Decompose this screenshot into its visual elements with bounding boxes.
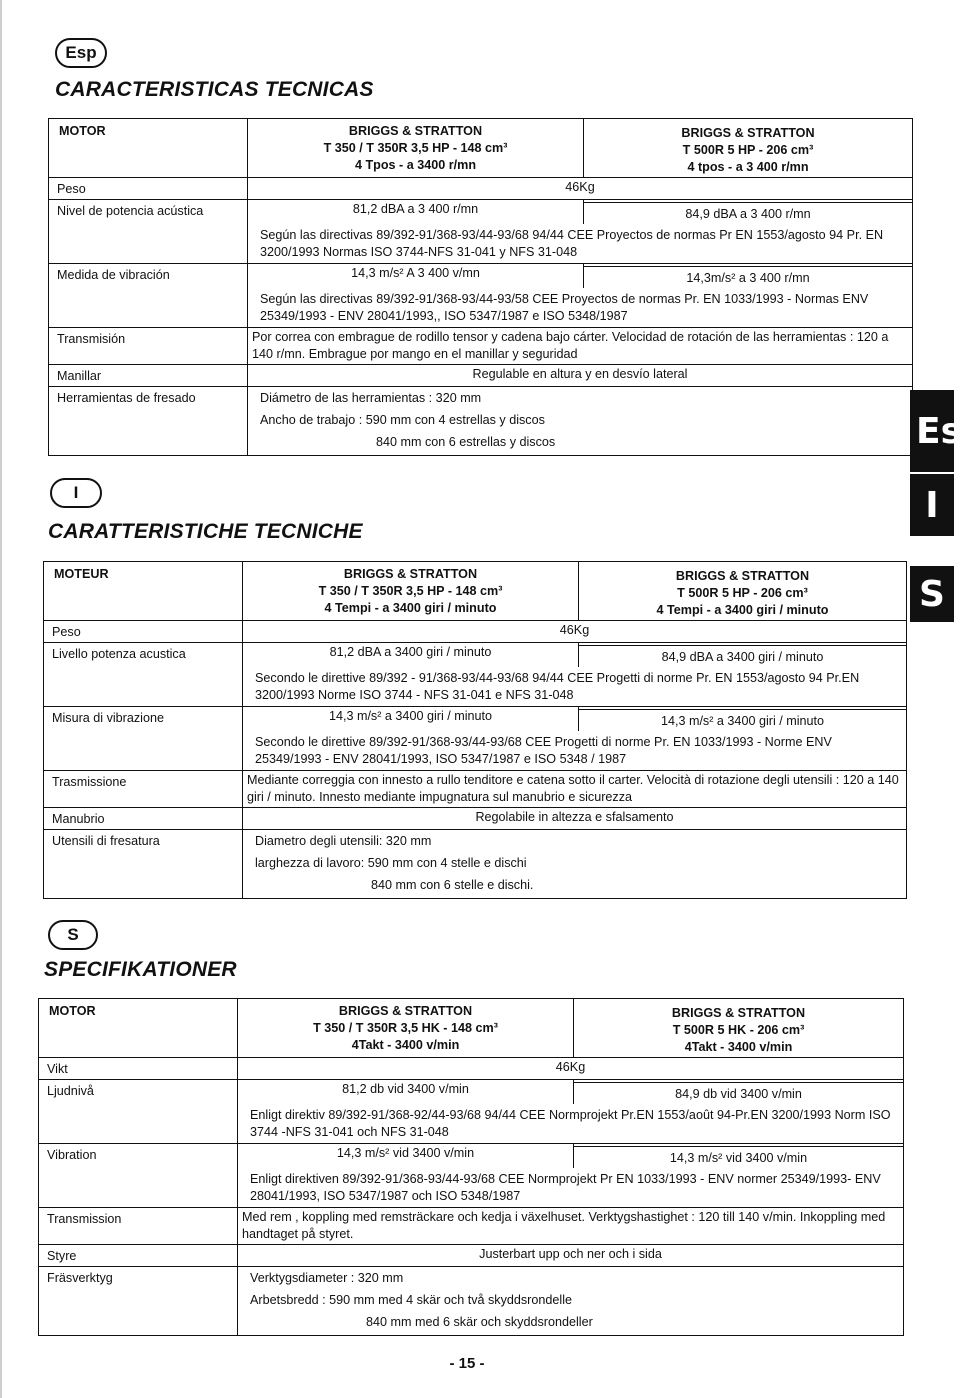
engine-brand: BRIGGS & STRATTON [338,1004,473,1018]
noise-large: 84,9 dBA a 3400 giri / minuto [579,645,906,667]
transmission-value: Por correa con embrague de rodillo tensor y cadena bajo cárter. Velocidad de rotación de las herramientas : 120 a 140 r/mn. Embrague por mango en el manillar y seguridad [248,328,913,365]
section-title-sv: SPECIFIKATIONER [44,958,237,981]
noise-values [238,1080,904,1144]
table-row-tools [49,387,913,456]
noise-label: Nivel de potencia acústica [49,200,248,264]
transmission-label: Transmisión [49,328,248,365]
header-engines [243,562,907,621]
tools-width-4: Ancho de trabajo : 590 mm con 4 estrellas y discos [260,413,545,427]
tools-diameter: Diámetro de las herramientas : 320 mm [260,391,482,405]
engine-model: T 500R 5 HP - 206 cm³ [677,586,808,600]
spec-table-es [48,118,913,456]
vibration-label: Medida de vibración [49,264,248,328]
language-badge-i: I [50,478,102,508]
engine-speed: 4 Tpos - a 3400 r/mn [354,158,477,172]
tools-diameter: Diametro degli utensili: 320 mm [255,834,432,848]
table-row-vibration [39,1144,904,1208]
page-number: - 15 - [449,1355,485,1372]
vibration-label: Misura di vibrazione [44,707,243,771]
tools-width-6: 840 mm con 6 stelle e dischi. [371,878,534,892]
handlebar-label: Styre [39,1245,238,1267]
header-motor-label: MOTOR [39,999,238,1058]
transmission-value: Mediante correggia con innesto a rullo tenditore e catena sotto il carter. Velocità di rotazione degli utensili : 120 a 140 giri / minuto. Innesto mediante impugnatura sul manubrio e sicurezza [243,771,907,808]
table-row-tools [44,830,907,899]
tools-values [248,387,913,456]
transmission-label: Transmission [39,1208,238,1245]
table-row-weight [39,1058,904,1080]
table-row-noise [44,643,907,707]
section-title-es: CARACTERISTICAS TECNICAS [55,78,374,101]
spec-table-it [43,561,907,899]
engine-speed: 4Takt - 3400 v/min [351,1038,460,1052]
transmission-label: Trasmissione [44,771,243,808]
scan-edge [0,0,2,1398]
weight-value: 46Kg [243,621,907,643]
table-row-transmission [49,328,913,365]
noise-standards-note: Enligt direktiv 89/392-91/368-92/44-93/68 94/44 CEE Normprojekt Pr.EN 1553/août 94-Pr.EN 3200/1993 Norm ISO 3744 -NFS 31-041 och NFS 31-048 [250,1108,891,1139]
vibration-values [238,1144,904,1208]
spec-table-sv [38,998,904,1336]
table-row-header [49,119,913,178]
noise-values [248,200,913,264]
tools-diameter: Verktygsdiameter : 320 mm [250,1271,404,1285]
table-row-transmission [44,771,907,808]
tools-values [243,830,907,899]
engine-col-small [243,562,579,620]
vibration-label: Vibration [39,1144,238,1208]
tools-width-6: 840 mm med 6 skär och skyddsrondeller [366,1315,593,1329]
table-row-noise [49,200,913,264]
engine-brand: BRIGGS & STRATTON [348,124,483,138]
tools-width-4: Arbetsbredd : 590 mm med 4 skär och två skyddsrondelle [250,1293,572,1307]
weight-label: Peso [49,178,248,200]
engine-speed: 4 Tempi - a 3400 giri / minuto [656,603,829,617]
noise-standards-note: Secondo le direttive 89/392 - 91/368-93/44-93/68 94/44 CEE Progetti di norme Pr. EN 1553/agosto 94 Pr.EN 3200/1993 Norme ISO 3744 - NFS 31-041 e NFS 31-048 [255,671,860,702]
engine-model: T 350 / T 350R 3,5 HP - 148 cm³ [318,584,503,598]
header-motor-label: MOTEUR [44,562,243,621]
tools-label: Fräsverktyg [39,1267,238,1336]
vibration-small: 14,3 m/s² vid 3400 v/min [238,1144,574,1168]
vibration-standards-note: Secondo le direttive 89/392-91/368-93/44-93/68 CEE Progetti di norme Pr. EN 1033/1993 - Norme ENV 25349/1993 - ENV 28041/1993, ISO 5347/1987 e ISO 5348 / 1987 [255,735,832,766]
engine-brand: BRIGGS & STRATTON [681,126,815,140]
engine-speed: 4 tpos - a 3 400 r/mn [687,160,809,174]
vibration-large: 14,3 m/s² vid 3400 v/min [574,1146,903,1168]
language-badge-esp: Esp [55,38,107,68]
tools-width-6: 840 mm con 6 estrellas y discos [376,435,556,449]
handlebar-label: Manubrio [44,808,243,830]
table-row-handlebar [39,1245,904,1267]
language-badge-s: S [48,920,98,950]
weight-value: 46Kg [238,1058,904,1080]
noise-large: 84,9 dBA a 3 400 r/mn [584,202,912,224]
engine-model: T 350 / T 350R 3,5 HK - 148 cm³ [313,1021,498,1035]
header-engines [248,119,913,178]
side-tab-es: Es [910,390,954,472]
engine-col-large [579,562,906,620]
header-engines [238,999,904,1058]
table-row-header [44,562,907,621]
table-row-handlebar [44,808,907,830]
table-row-vibration [49,264,913,328]
noise-small: 81,2 db vid 3400 v/min [238,1080,574,1104]
noise-standards-note: Según las directivas 89/392-91/368-93/44-93/68 94/44 CEE Proyectos de normas Pr EN 1553/agosto 94 Pr. EN 3200/1993 Normas ISO 3744-NFS 31-041 y NFS 31-048 [260,228,884,259]
side-tab-i: I [910,474,954,536]
header-motor-label: MOTOR [49,119,248,178]
table-row-transmission [39,1208,904,1245]
table-row-handlebar [49,365,913,387]
engine-col-small [238,999,574,1057]
noise-label: Livello potenza acustica [44,643,243,707]
noise-large: 84,9 db vid 3400 v/min [574,1082,903,1104]
vibration-small: 14,3 m/s² A 3 400 v/mn [248,264,584,288]
engine-speed: 4 Tempi - a 3400 giri / minuto [324,601,497,615]
handlebar-value: Regulable en altura y en desvío lateral [248,365,913,387]
tools-label: Herramientas de fresado [49,387,248,456]
table-row-weight [44,621,907,643]
noise-small: 81,2 dBA a 3400 giri / minuto [243,643,579,667]
engine-brand: BRIGGS & STRATTON [671,1006,806,1020]
section-title-it: CARATTERISTICHE TECNICHE [48,520,363,543]
tools-width-4: larghezza di lavoro: 590 mm con 4 stelle e dischi [255,856,527,870]
noise-values [243,643,907,707]
engine-col-large [574,999,903,1057]
vibration-standards-note: Según las directivas 89/392-91/368-93/44-93/58 CEE Proyectos de normas Pr. EN 1033/1993 - Normas ENV 25349/1993 - ENV 28041/1993,, ISO 5347/1987 e ISO 5348/1987 [260,292,869,323]
weight-value: 46Kg [248,178,913,200]
engine-brand: BRIGGS & STRATTON [343,567,478,581]
weight-label: Peso [44,621,243,643]
engine-brand: BRIGGS & STRATTON [675,569,810,583]
side-tab-s: S [910,566,954,622]
vibration-large: 14,3m/s² a 3 400 r/mn [584,266,912,288]
vibration-standards-note: Enligt direktiven 89/392-91/368-93/44-93/68 CEE Normprojekt Pr EN 1033/1993 - ENV normer 25349/1993- ENV 28041/1993, ISO 5347/1987 och ISO 5348/1987 [250,1172,881,1203]
engine-model: T 500R 5 HP - 206 cm³ [682,143,814,157]
table-row-noise [39,1080,904,1144]
table-row-weight [49,178,913,200]
table-row-tools [39,1267,904,1336]
vibration-values [248,264,913,328]
handlebar-value: Regolabile in altezza e sfalsamento [243,808,907,830]
engine-col-small [248,119,584,177]
table-row-vibration [44,707,907,771]
vibration-small: 14,3 m/s² a 3400 giri / minuto [243,707,579,731]
tools-values [238,1267,904,1336]
vibration-large: 14,3 m/s² a 3400 giri / minuto [579,709,906,731]
handlebar-label: Manillar [49,365,248,387]
noise-small: 81,2 dBA a 3 400 r/mn [248,200,584,224]
engine-model: T 350 / T 350R 3,5 HP - 148 cm³ [323,141,508,155]
noise-label: Ljudnivå [39,1080,238,1144]
engine-speed: 4Takt - 3400 v/min [684,1040,793,1054]
tools-label: Utensili di fresatura [44,830,243,899]
transmission-value: Med rem , koppling med remsträckare och kedja i växelhuset. Verktygshastighet : 120 till 140 v/min. Inkoppling med handtaget på styret. [238,1208,904,1245]
engine-col-large [584,119,912,177]
engine-model: T 500R 5 HK - 206 cm³ [672,1023,805,1037]
handlebar-value: Justerbart upp och ner och i sida [238,1245,904,1267]
weight-label: Vikt [39,1058,238,1080]
table-row-header [39,999,904,1058]
vibration-values [243,707,907,771]
